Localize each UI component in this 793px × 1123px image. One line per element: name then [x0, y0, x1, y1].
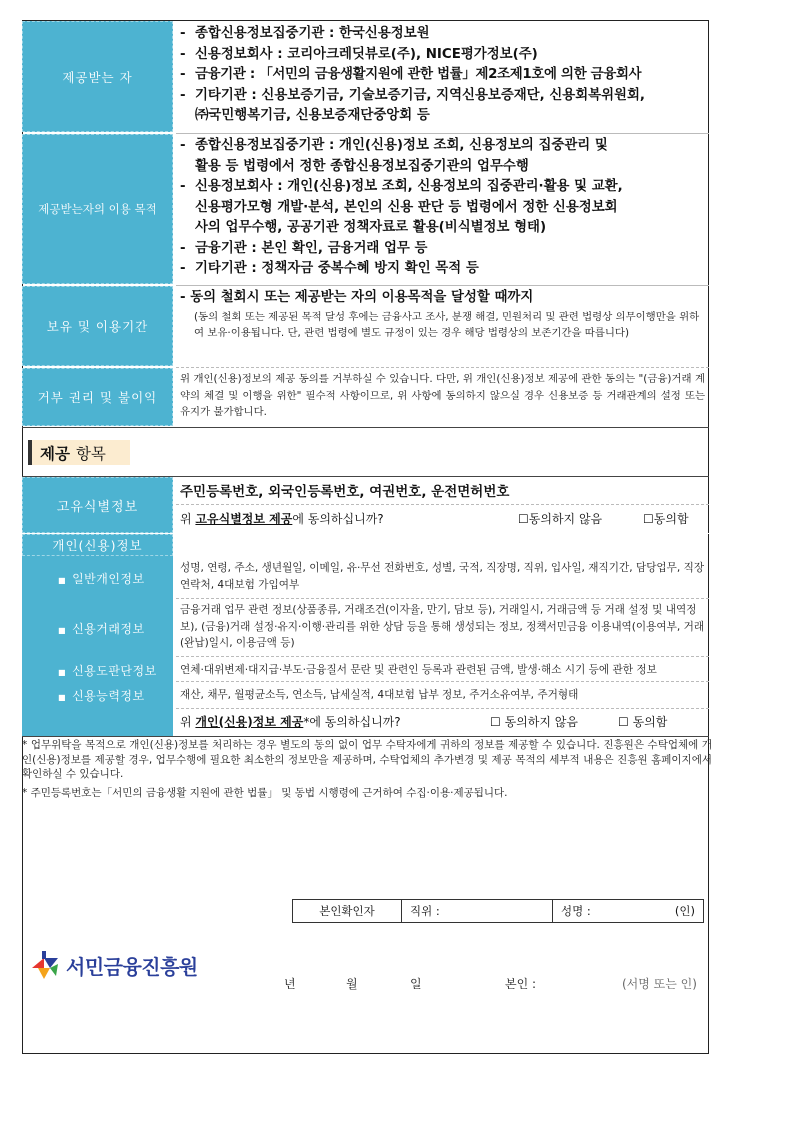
- credit-capacity-value: 재산, 채무, 월평균소득, 연소득, 납세실적, 4대보험 납부 정보, 주거소유여부, 주거형태: [180, 689, 579, 701]
- general-info-value: 성명, 연령, 주소, 생년월일, 이메일, 유·무선 전화번호, 성별, 국적, 직장명, 직위, 입사일, 재직기간, 담당업무, 직장연락처, 4대보험 가입여부: [180, 562, 705, 591]
- personal-disagree-checkbox[interactable]: ☐ 동의하지 않음: [490, 715, 578, 729]
- refusal-content: 위 개인(신용)정보의 제공 동의를 거부하실 수 있습니다. 다만, 위 개인(신용)정보 제공에 관한 동의는 "(금융)거래 계약의 체결 및 이행을 위한" 필수적 사항이므로, 위 사항에 동의하지 않으실 경우 신용보증 등 거래관계의 설정 또는 유지가 불가합니다.: [180, 373, 705, 418]
- credit-transaction-value: 금융거래 업무 관련 정보(상품종류, 거래조건(이자율, 만기, 담보 등), 거래일시, 거래금액 등 거래 설정 및 내역정보), (금융)거래 설정·유지·이행·관리를 위한 상담 등을 통해 생성되는 정보, 정책서민금융 이용내역(이용여부, 거래(완납)일시, 이용금액 등): [180, 604, 705, 649]
- sign-placeholder[interactable]: (서명 또는 인): [622, 977, 697, 991]
- creditworthiness-label: ■ 신용도판단정보: [22, 662, 173, 680]
- unique-id-value: 주민등록번호, 외국인등록번호, 여권번호, 운전면허번호: [180, 484, 510, 500]
- personal-info-label: 개인(신용)정보: [22, 534, 173, 556]
- confirmer-label: 본인확인자: [293, 900, 402, 923]
- logo: 서민금융진흥원: [30, 950, 198, 980]
- refusal-label: 거부 권리 및 불이익: [22, 368, 173, 426]
- unique-id-agree-checkbox[interactable]: ☐동의함: [643, 512, 689, 526]
- section-title: 제공 항목: [28, 440, 130, 465]
- credit-capacity-label: ■ 신용능력정보: [22, 687, 173, 705]
- signature-table: [292, 899, 704, 923]
- recipient-content: - 종합신용정보집중기관 : 한국신용정보원 - 신용정보회사 : 코리아크레딧뷰로(주), NICE평가정보(주) - 금융기관 : 「서민의 금융생활지원에 관한 법률」제2조제1호에 의한 금융회사 - 기타기관 : 신용보증기금, 기술보증기금, 지역신용보증재단, 신용회복위원회, ㈜국민행복기금, 신용보증재단중앙회 등: [180, 26, 646, 123]
- retention-content: - 동의 철회시 또는 제공받는 자의 이용목적을 달성할 때까지 (동의 철회 또는 제공된 목적 달성 후에는 금융사고 조사, 분쟁 해결, 민원처리 및 관련 법령상 의무이행만을 위하여 보유·이용됩니다. 단, 관련 법령에 별도 규정이 있는 경우 해당 법령상의 보존기간을 따릅니다): [180, 290, 700, 339]
- purpose-label: 제공받는자의 이용 목적: [22, 134, 173, 284]
- unique-id-label: 고유식별정보: [22, 477, 173, 533]
- name-field[interactable]: 성명 : (인): [553, 900, 704, 923]
- unique-id-disagree-checkbox[interactable]: ☐동의하지 않음: [518, 512, 603, 526]
- logo-mark-icon: [30, 950, 60, 980]
- unique-id-question: 위 고유식별정보 제공에 동의하십니까?: [180, 512, 384, 526]
- month-label: 월: [346, 977, 358, 991]
- note-outsourcing: * 업무위탁을 목적으로 개인(신용)정보를 처리하는 경우 별도의 동의 없이 업무 수탁자에게 귀하의 정보를 제공할 수 있습니다. 진흥원은 수탁업체에 개인(신용)정보를 제공할 경우, 업무수행에 필요한 최소한의 정보만을 제공하며, 수탁업체의 추가변경 및 제공 목적의 세부적 내용은 진흥원 홈페이지에서 확인하실 수 있습니다.: [22, 739, 712, 780]
- personal-agree-checkbox[interactable]: ☐ 동의함: [618, 715, 668, 729]
- self-label: 본인 :: [505, 977, 537, 991]
- note-resident-number: * 주민등록번호는「서민의 금융생활 지원에 관한 법률」 및 동법 시행령에 근거하여 수집·이용·제공됩니다.: [22, 787, 508, 799]
- day-label: 일: [410, 977, 422, 991]
- personal-question: 위 개인(신용)정보 제공*에 동의하십니까?: [180, 715, 401, 729]
- general-info-label: ■ 일반개인정보: [22, 570, 173, 588]
- section-bar: [28, 440, 32, 465]
- purpose-content: - 종합신용정보집중기관 : 개인(신용)정보 조회, 신용정보의 집중관리 및 활용 등 법령에서 정한 종합신용정보집중기관의 업무수행 - 신용정보회사 : 개인(신용)정보 조회, 신용정보의 집중관리·활용 및 교환, 신용평가모형 개발·분석, 본인의 신용 판단 등 법령에서 정한 신용정보회 사의 업무수행, 공공기관 정책자료로 활용(비식별정보 형태) - 금융기관 : 본인 확인, 금융거래 업무 등 - 기타기관 : 정책자금 중복수혜 방지 확인 목적 등: [180, 138, 623, 276]
- position-field[interactable]: 직위 :: [402, 900, 553, 923]
- creditworthiness-value: 연체·대위변제·대지급·부도·금융질서 문란 및 관련인 등록과 관련된 금액, 발생·해소 시기 등에 관한 정보: [180, 664, 657, 676]
- year-label: 년: [284, 977, 296, 991]
- recipient-label: 제공받는 자: [22, 21, 173, 132]
- retention-label: 보유 및 이용기간: [22, 286, 173, 366]
- credit-transaction-label: ■ 신용거래정보: [22, 620, 173, 638]
